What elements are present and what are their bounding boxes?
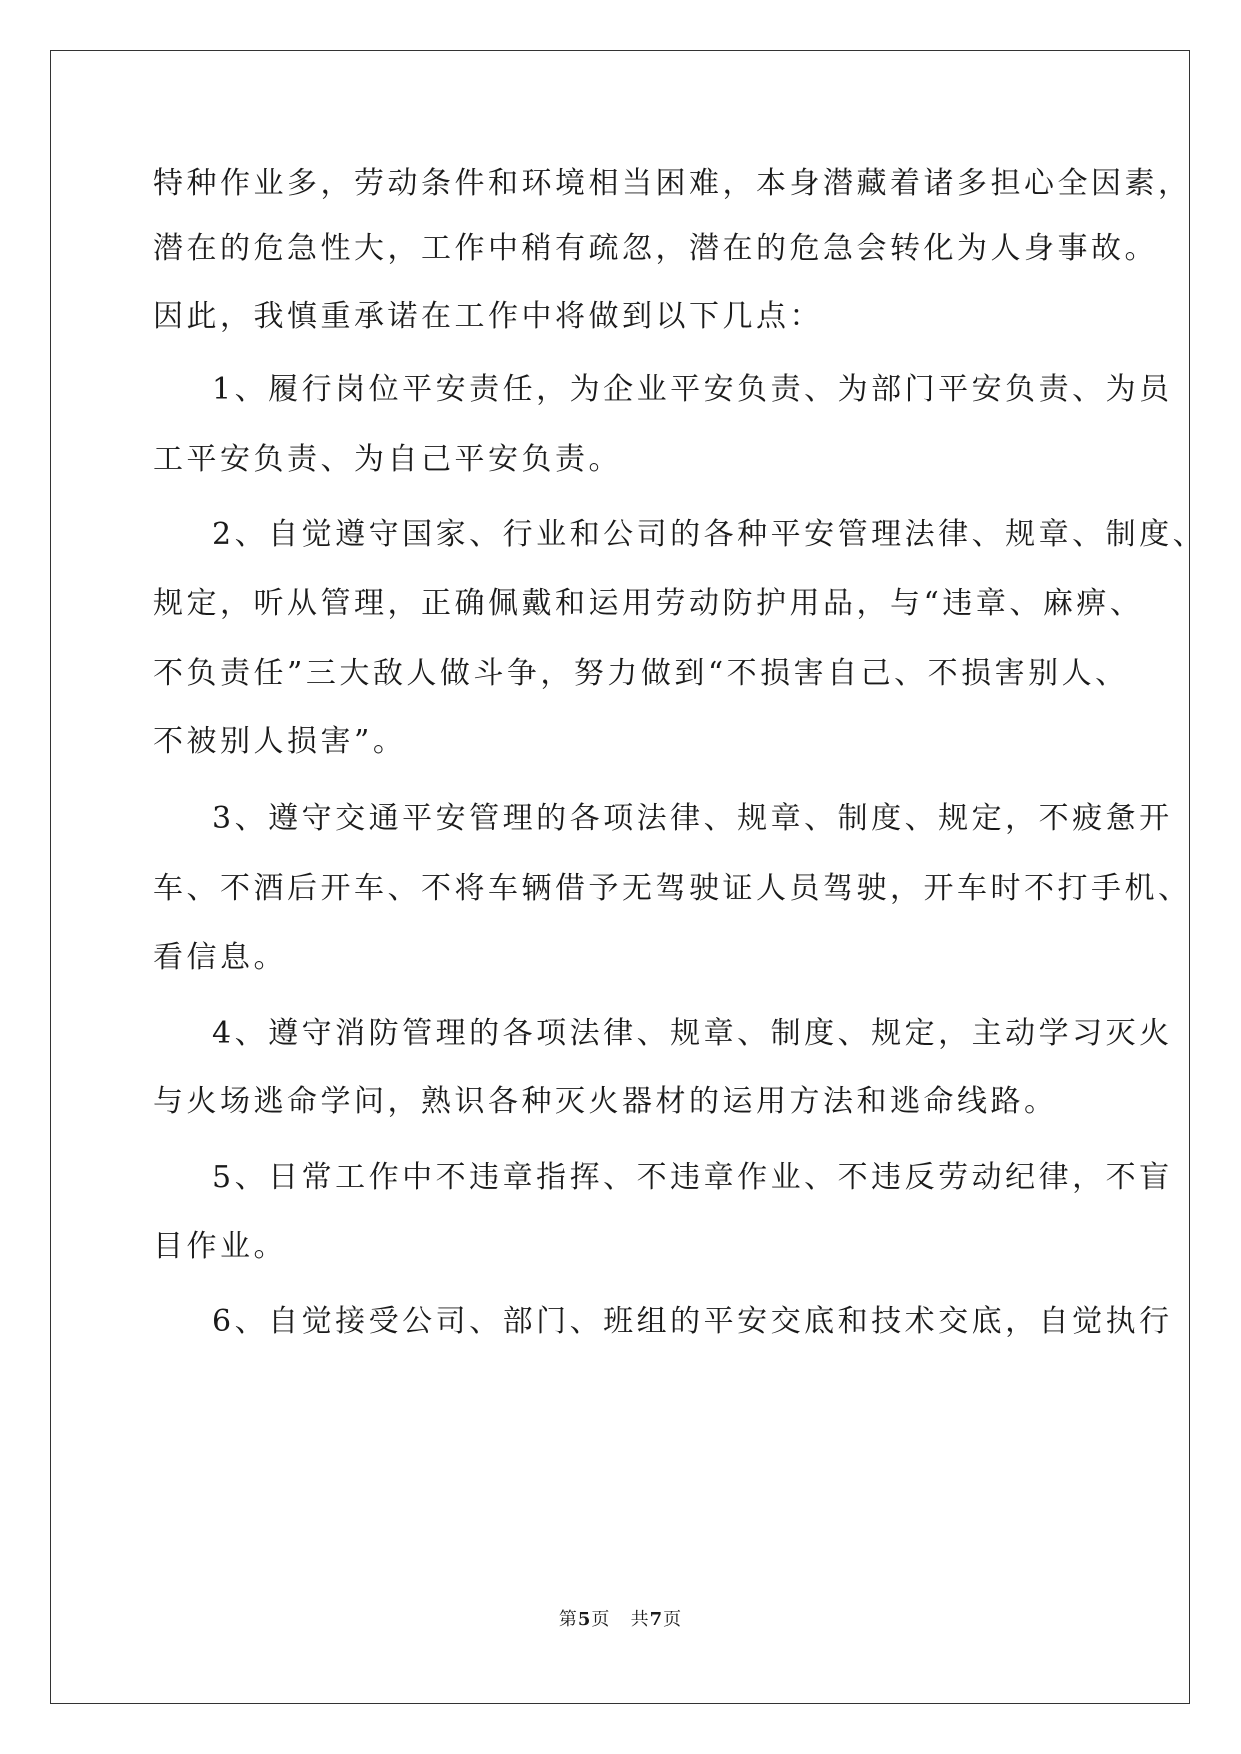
total-suffix: 页 [663, 1609, 683, 1630]
page-total: 7 [649, 1609, 664, 1630]
total-prefix: 共 [630, 1609, 650, 1630]
paragraph-5-line: 5、日常工作中不违章指挥、不违章作业、不违反劳动纪律，不盲 [212, 1160, 1173, 1195]
paragraph-4-line: 4、遵守消防管理的各项法律、规章、制度、规定，主动学习灭火 [212, 1016, 1173, 1051]
body-text-line: 特种作业多，劳动条件和环境相当困难，本身潜藏着诸多担心全因素， [153, 166, 1192, 201]
page-prefix: 第 [558, 1609, 578, 1630]
body-text-line: 潜在的危急性大，工作中稍有疏忽，潜在的危急会转化为人身事故。 [153, 231, 1158, 266]
paragraph-3-line: 车、不酒后开车、不将车辆借予无驾驶证人员驾驶，开车时不打手机、 [153, 871, 1192, 906]
paragraph-4-line: 与火场逃命学问，熟识各种灭火器材的运用方法和逃命线路。 [153, 1084, 1058, 1119]
page-number-footer [0, 1608, 1241, 1632]
page-suffix: 页 [591, 1609, 611, 1630]
paragraph-6-line: 6、自觉接受公司、部门、班组的平安交底和技术交底，自觉执行 [212, 1304, 1173, 1339]
paragraph-5-line: 目作业。 [153, 1229, 287, 1264]
paragraph-2-line: 不被别人损害”。 [153, 724, 407, 759]
page-current: 5 [577, 1609, 592, 1630]
paragraph-2-line: 2、自觉遵守国家、行业和公司的各种平安管理法律、规章、制度、 [212, 517, 1207, 552]
paragraph-3-line: 看信息。 [153, 940, 287, 975]
body-text-line: 因此，我慎重承诺在工作中将做到以下几点： [153, 299, 823, 334]
paragraph-3-line: 3、遵守交通平安管理的各项法律、规章、制度、规定，不疲惫开 [212, 801, 1173, 836]
paragraph-1-line: 工平安负责、为自己平安负责。 [153, 442, 622, 477]
paragraph-1-line: 1、履行岗位平安责任，为企业平安负责、为部门平安负责、为员 [212, 372, 1173, 407]
paragraph-2-line: 不负责任”三大敌人做斗争，努力做到“不损害自己、不损害别人、 [153, 656, 1129, 691]
paragraph-2-line: 规定，听从管理，正确佩戴和运用劳动防护用品，与“违章、麻痹、 [153, 586, 1144, 621]
